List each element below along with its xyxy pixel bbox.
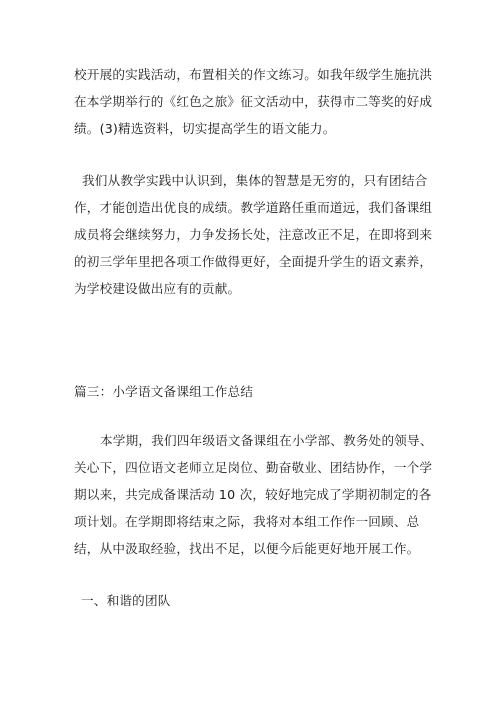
article-heading: 篇三：小学语文备课组工作总结 [74, 384, 254, 399]
paragraph-conclusion: 我们从教学实践中认识到，集体的智慧是无穷的，只有团结合作，才能创造出优良的成绩。教学道路任重而道远，我们备课组成员将会继续努力，力争发扬长处，注意改正不足，在即将到来的初三学年里把各项工作做得更好，全面提升学生的语文素养，为学校建设做出应有的贡献。 [74, 173, 433, 296]
section-title: 一、和谐的团队 [81, 593, 171, 608]
paragraph-continuation: 校开展的实践活动，布置相关的作文练习。如我年级学生施抗洪在本学期举行的《红色之旅》征文活动中，获得市二等奖的好成绩。(3)精选资料，切实提高学生的语文能力。 [74, 67, 433, 136]
paragraph-intro: 本学期，我们四年级语文备课组在小学部、教务处的领导、关心下，四位语文老师立足岗位、勤奋敬业、团结协作，一个学期以来，共完成备课活动 10 次，较好地完成了学期初制定的各项计划。在学期即将结束之际，我将对本组工作作一回顾、总结，从中汲取经验，找出不足，以便今后能更好地开展工作。 [74, 433, 433, 556]
